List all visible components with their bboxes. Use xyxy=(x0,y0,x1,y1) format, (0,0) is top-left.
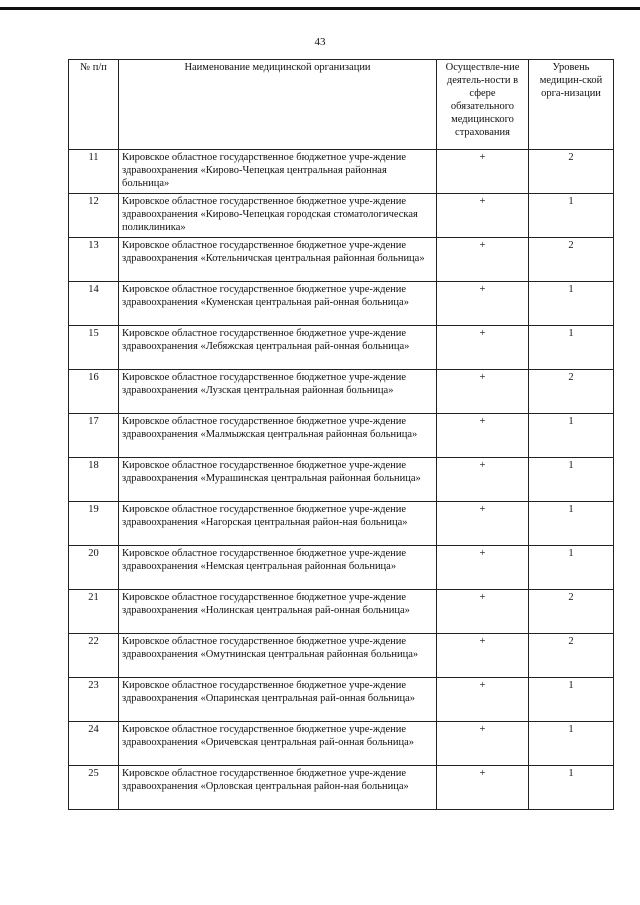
row-number: 22 xyxy=(69,634,119,678)
table-row xyxy=(69,634,614,678)
oms-mark: + xyxy=(437,590,529,634)
table-row xyxy=(69,590,614,634)
organization-name: Кировское областное государственное бюджетное учре-ждение здравоохранения «Лузская центральная районная больница» xyxy=(119,370,437,414)
table-row xyxy=(69,678,614,722)
organization-name: Кировское областное государственное бюджетное учре-ждение здравоохранения «Кирово-Чепецкая центральная районная больница» xyxy=(119,150,437,194)
oms-mark: + xyxy=(437,414,529,458)
oms-mark: + xyxy=(437,502,529,546)
organization-name: Кировское областное государственное бюджетное учре-ждение здравоохранения «Кирово-Чепецкая городская стоматологическая поликлиника» xyxy=(119,194,437,238)
table-row xyxy=(69,370,614,414)
page-number: 43 xyxy=(314,36,326,48)
oms-mark: + xyxy=(437,282,529,326)
organization-level: 2 xyxy=(529,150,614,194)
table-row xyxy=(69,326,614,370)
organization-level: 2 xyxy=(529,238,614,282)
oms-mark: + xyxy=(437,238,529,282)
table-row xyxy=(69,502,614,546)
organization-level: 1 xyxy=(529,766,614,810)
organization-level: 1 xyxy=(529,458,614,502)
header-name: Наименование медицинской организации xyxy=(119,60,437,150)
row-number: 11 xyxy=(69,150,119,194)
organization-level: 1 xyxy=(529,326,614,370)
row-number: 13 xyxy=(69,238,119,282)
organization-name: Кировское областное государственное бюджетное учре-ждение здравоохранения «Опаринская центральная рай-онная больница» xyxy=(119,678,437,722)
row-number: 24 xyxy=(69,722,119,766)
organization-level: 1 xyxy=(529,722,614,766)
organization-name: Кировское областное государственное бюджетное учре-ждение здравоохранения «Мурашинская центральная районная больница» xyxy=(119,458,437,502)
organization-name: Кировское областное государственное бюджетное учре-ждение здравоохранения «Нолинская центральная рай-онная больница» xyxy=(119,590,437,634)
row-number: 25 xyxy=(69,766,119,810)
organization-name: Кировское областное государственное бюджетное учре-ждение здравоохранения «Котельничская центральная районная больница» xyxy=(119,238,437,282)
table-row xyxy=(69,150,614,194)
oms-mark: + xyxy=(437,634,529,678)
header-oms: Осуществле-ние деятель-ности в сфере обязательного медицинского страхования xyxy=(437,60,529,150)
row-number: 23 xyxy=(69,678,119,722)
row-number: 20 xyxy=(69,546,119,590)
row-number: 15 xyxy=(69,326,119,370)
organization-level: 1 xyxy=(529,678,614,722)
oms-mark: + xyxy=(437,678,529,722)
organization-level: 2 xyxy=(529,370,614,414)
organization-level: 2 xyxy=(529,590,614,634)
organization-name: Кировское областное государственное бюджетное учре-ждение здравоохранения «Лебяжская центральная рай-онная больница» xyxy=(119,326,437,370)
organization-name: Кировское областное государственное бюджетное учре-ждение здравоохранения «Омутнинская центральная районная больница» xyxy=(119,634,437,678)
organization-level: 1 xyxy=(529,546,614,590)
row-number: 12 xyxy=(69,194,119,238)
header-num: № п/п xyxy=(69,60,119,150)
oms-mark: + xyxy=(437,722,529,766)
table-row xyxy=(69,546,614,590)
table-row xyxy=(69,282,614,326)
row-number: 16 xyxy=(69,370,119,414)
table-header-row xyxy=(69,60,614,150)
organization-level: 1 xyxy=(529,502,614,546)
organization-name: Кировское областное государственное бюджетное учре-ждение здравоохранения «Оричевская центральная рай-онная больница» xyxy=(119,722,437,766)
organization-name: Кировское областное государственное бюджетное учре-ждение здравоохранения «Куменская центральная рай-онная больница» xyxy=(119,282,437,326)
organization-level: 1 xyxy=(529,194,614,238)
row-number: 14 xyxy=(69,282,119,326)
row-number: 21 xyxy=(69,590,119,634)
oms-mark: + xyxy=(437,546,529,590)
oms-mark: + xyxy=(437,194,529,238)
table-row xyxy=(69,238,614,282)
table-row xyxy=(69,722,614,766)
oms-mark: + xyxy=(437,150,529,194)
organization-name: Кировское областное государственное бюджетное учре-ждение здравоохранения «Орловская центральная район-ная больница» xyxy=(119,766,437,810)
row-number: 18 xyxy=(69,458,119,502)
table-row xyxy=(69,458,614,502)
row-number: 19 xyxy=(69,502,119,546)
table-row xyxy=(69,194,614,238)
table-row xyxy=(69,414,614,458)
organization-name: Кировское областное государственное бюджетное учре-ждение здравоохранения «Немская центральная районная больница» xyxy=(119,546,437,590)
organization-level: 1 xyxy=(529,282,614,326)
oms-mark: + xyxy=(437,326,529,370)
oms-mark: + xyxy=(437,766,529,810)
oms-mark: + xyxy=(437,370,529,414)
row-number: 17 xyxy=(69,414,119,458)
oms-mark: + xyxy=(437,458,529,502)
organization-name: Кировское областное государственное бюджетное учре-ждение здравоохранения «Малмыжская центральная районная больница» xyxy=(119,414,437,458)
top-rule xyxy=(0,7,640,10)
header-level: Уровень медицин-ской орга-низации xyxy=(529,60,614,150)
organization-level: 1 xyxy=(529,414,614,458)
organization-name: Кировское областное государственное бюджетное учре-ждение здравоохранения «Нагорская центральная район-ная больница» xyxy=(119,502,437,546)
medical-organizations-table xyxy=(68,59,614,810)
organization-level: 2 xyxy=(529,634,614,678)
table-row xyxy=(69,766,614,810)
